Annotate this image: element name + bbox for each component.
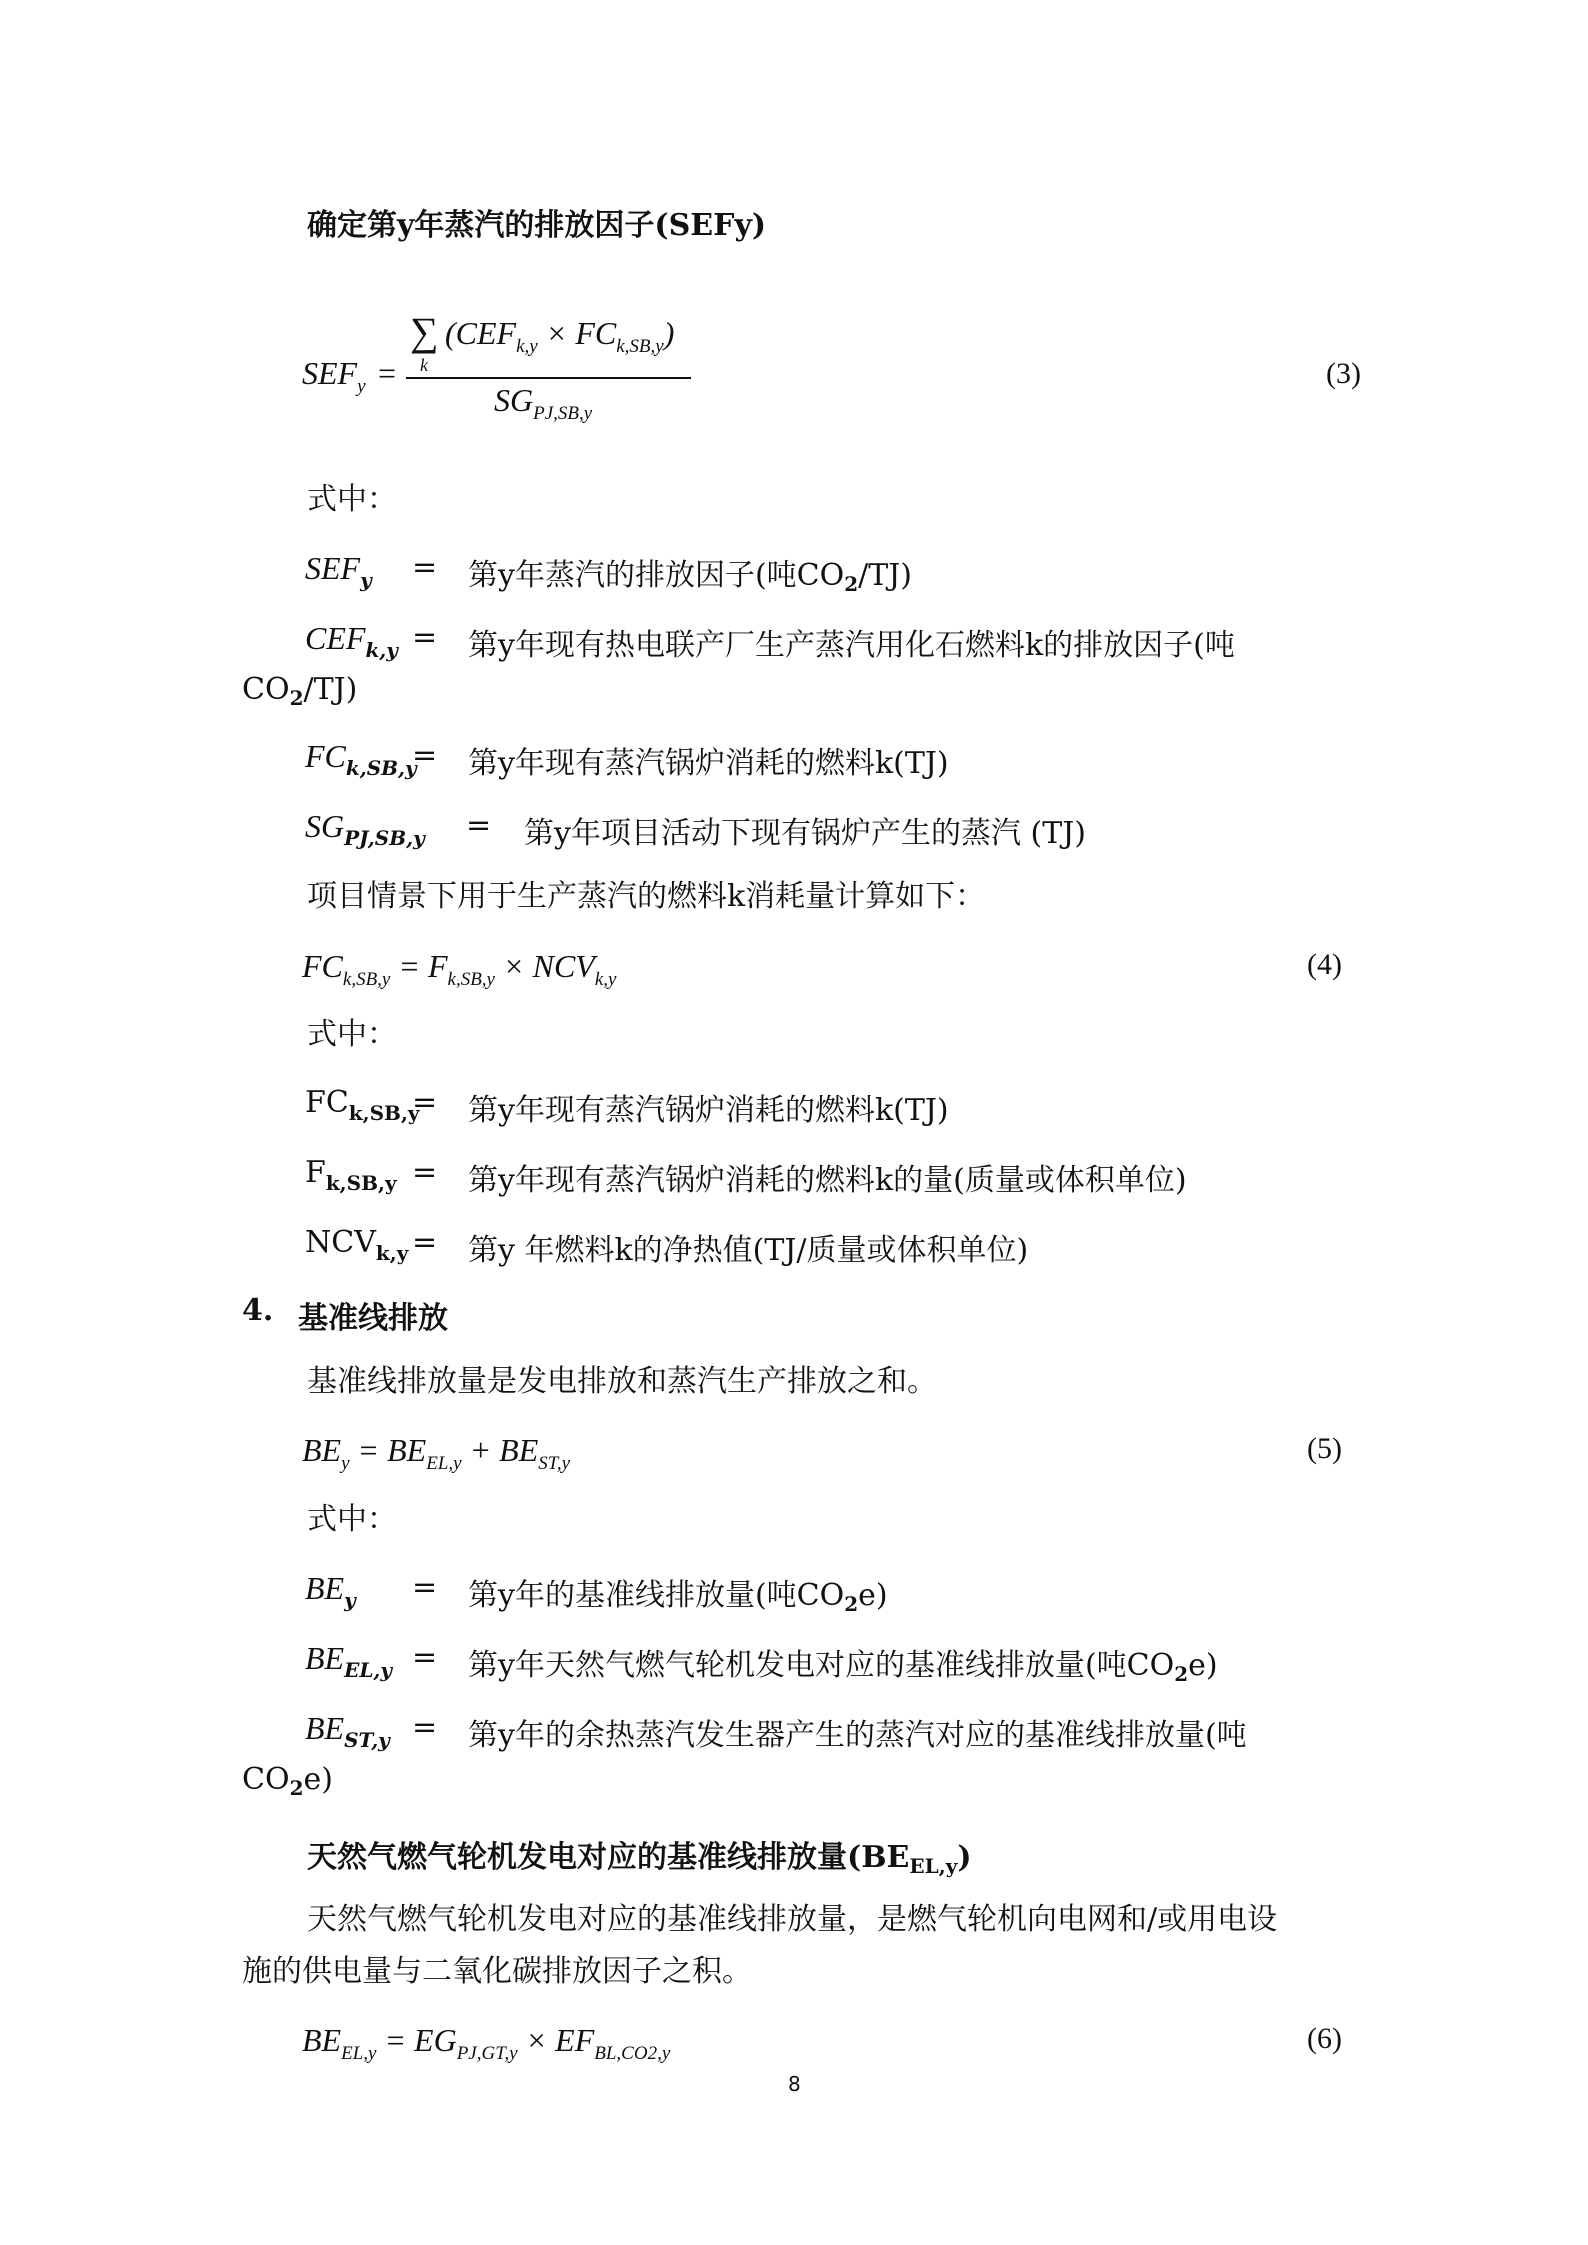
where-label-1: 式中： — [307, 482, 397, 517]
def-f-ksby: $F_{k,SB,y}$ — [305, 1155, 397, 1195]
eq3-lhs: $SEF_y$ — [302, 355, 366, 397]
eq4-number: (4) — [1307, 948, 1342, 981]
eq6-expression: $BE_{EL,y} = EG_{PJ,GT,y} \times EF_{BL,CO2,y}$ — [302, 2022, 671, 2064]
eq5-number: (5) — [1307, 1432, 1342, 1465]
def-be-sty-eq: = — [412, 1710, 438, 1745]
def-fc-ksby-2: $FC_{k,SB,y}$ — [305, 1085, 420, 1125]
def-cef-ky: $CEF_{k,y}$ — [305, 620, 398, 662]
def-cef-ky-desc: 第y年现有热电联产厂生产蒸汽用化石燃料k的排放因子(吨 — [468, 628, 1235, 663]
eq3-number: (3) — [1326, 357, 1361, 390]
fuel-calc-intro: 项目情景下用于生产蒸汽的燃料k消耗量计算如下： — [307, 879, 986, 914]
eq3-sum-index: k — [420, 355, 428, 375]
eq3-numerator: $(CEF_{k,y} \times FC_{k,SB,y})$ — [445, 315, 675, 357]
def-sef-y-eq: = — [412, 550, 438, 585]
def-sef-y-desc: 第y年蒸汽的排放因子(吨$CO_2/TJ$) — [468, 558, 912, 596]
def-f-ksby-eq: = — [412, 1155, 438, 1190]
def-be-ely-desc: 第y年天然气燃气轮机发电对应的基准线排放量(吨$CO_2e$) — [468, 1648, 1218, 1686]
def-fc-ksby-desc: 第y年现有蒸汽锅炉消耗的燃料k(TJ) — [468, 746, 949, 781]
eq3-denominator: $SG_{PJ,SB,y}$ — [494, 382, 593, 424]
eq3-sum-symbol: ∑ — [410, 309, 439, 354]
def-ncv-ky-eq: = — [412, 1225, 438, 1260]
def-cef-ky-desc-cont: $CO_2/TJ$) — [242, 672, 358, 710]
def-be-sty-desc: 第y年的余热蒸汽发生器产生的蒸汽对应的基准线排放量(吨 — [468, 1718, 1247, 1753]
section-heading-sef: 确定第y年蒸汽的排放因子(SEFy) — [307, 208, 767, 243]
def-be-sty-desc-cont: $CO_2e$) — [242, 1762, 333, 1800]
beel-paragraph-line-2: 施的供电量与二氧化碳排放因子之积。 — [242, 1954, 752, 1989]
def-be-ely-eq: = — [412, 1640, 438, 1675]
baseline-intro: 基准线排放量是发电排放和蒸汽生产排放之和。 — [307, 1364, 937, 1399]
def-f-ksby-desc: 第y年现有蒸汽锅炉消耗的燃料k的量(质量或体积单位) — [468, 1163, 1187, 1198]
def-ncv-ky: $NCV_{k,y}$ — [305, 1225, 409, 1265]
section-heading-beel: 天然气燃气轮机发电对应的基准线排放量$(BE_{EL,y})$ — [307, 1840, 972, 1878]
def-be-y-desc: 第y年的基准线排放量(吨$CO_2e$) — [468, 1578, 888, 1616]
def-fc-ksby-eq: = — [412, 738, 438, 773]
def-fc-ksby-2-desc: 第y年现有蒸汽锅炉消耗的燃料k(TJ) — [468, 1093, 949, 1128]
def-sg-pjsby-eq: = — [466, 808, 492, 843]
def-be-sty: $BE_{ST,y}$ — [305, 1710, 390, 1752]
def-be-y: $BE_y$ — [305, 1570, 356, 1612]
def-fc-ksby-2-eq: = — [412, 1085, 438, 1120]
section-4-number: 4. — [242, 1293, 274, 1328]
eq4-expression: $FC_{k,SB,y} = F_{k,SB,y} \times NCV_{k,y}$ — [302, 948, 617, 990]
def-be-y-eq: = — [412, 1570, 438, 1605]
def-fc-ksby: $FC_{k,SB,y}$ — [305, 738, 417, 780]
beel-paragraph-line-1: 天然气燃气轮机发电对应的基准线排放量，是燃气轮机向电网和/或用电设 — [307, 1902, 1278, 1937]
def-ncv-ky-desc: 第y 年燃料k的净热值(TJ/质量或体积单位) — [468, 1233, 1029, 1268]
def-cef-ky-eq: = — [412, 620, 438, 655]
def-sef-y: $SEF_y$ — [305, 550, 372, 592]
def-be-ely: $BE_{EL,y}$ — [305, 1640, 392, 1682]
where-label-3: 式中： — [307, 1502, 397, 1537]
eq6-number: (6) — [1307, 2022, 1342, 2055]
eq3-equals: = — [378, 355, 397, 391]
page-number: 8 — [788, 2072, 801, 2096]
where-label-2: 式中： — [307, 1017, 397, 1052]
def-sg-pjsby-desc: 第y年项目活动下现有锅炉产生的蒸汽 (TJ) — [524, 816, 1086, 851]
eq3-fraction-bar — [406, 377, 691, 379]
section-4-title: 基准线排放 — [298, 1301, 448, 1336]
eq5-expression: $BE_y = BE_{EL,y} + BE_{ST,y}$ — [302, 1432, 571, 1474]
def-sg-pjsby: $SG_{PJ,SB,y}$ — [305, 808, 425, 850]
